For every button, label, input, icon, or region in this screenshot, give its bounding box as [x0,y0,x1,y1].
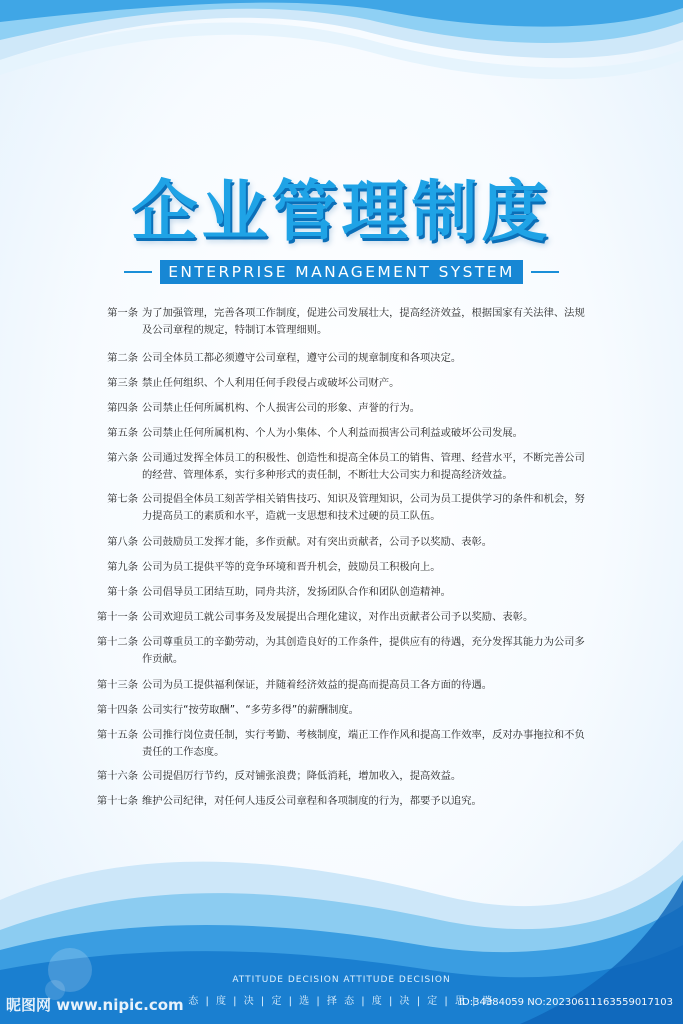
article-text: 公司为员工提供平等的竞争环境和晋升机会，鼓励员工积极向上。 [142,561,441,573]
article-number: 第十三条 [96,679,138,691]
article-number: 第十二条 [96,636,138,648]
watermark-site: 昵图网 www.nipic.com [6,996,184,1014]
article-text: 公司欢迎员工就公司事务及发展提出合理化建议，对作出贡献者公司予以奖励、表彰。 [142,611,534,623]
article-number: 第三条 [107,377,138,389]
subtitle-banner: ENTERPRISE MANAGEMENT SYSTEM [160,260,523,284]
article-text: 公司倡导员工团结互助，同舟共济，发扬团队合作和团队创造精神。 [142,586,451,598]
article-number: 第五条 [107,427,138,439]
article-text: 公司推行岗位责任制，实行考勤、考核制度，端正工作作风和提高工作效率，反对办事拖拉和不负责任的工作态度。 [142,729,585,758]
article-number: 第九条 [107,561,138,573]
article-text: 维护公司纪律，对任何人违反公司章程和各项制度的行为，都要予以追究。 [142,795,482,807]
divider-right [531,271,559,273]
article-number: 第四条 [107,402,138,414]
divider-left [124,271,152,273]
article-text: 公司通过发挥全体员工的积极性、创造性和提高全体员工的销售、管理、经营水平，不断完善公司的经营、管理体系，实行多种形式的责任制，不断壮大公司实力和提高经济效益。 [142,452,585,481]
article-number: 第六条 [107,452,138,464]
article-number: 第十条 [107,586,138,598]
article-text: 公司全体员工都必须遵守公司章程，遵守公司的规章制度和各项决定。 [142,352,462,364]
article-text: 公司禁止任何所属机构、个人损害公司的形象、声誉的行为。 [142,402,421,414]
article-number: 第十七条 [96,795,138,807]
subtitle-row [0,260,683,284]
article-text: 为了加强管理，完善各项工作制度，促进公司发展壮大，提高经济效益，根据国家有关法律、法规及公司章程的规定，特制订本管理细则。 [142,307,585,336]
article-number: 第二条 [107,352,138,364]
article-text: 公司禁止任何所属机构、个人为小集体、个人利益而损害公司利益或破坏公司发展。 [142,427,523,439]
article-number: 第一条 [107,307,138,319]
watermark-id: ID:34384059 NO:20230611163559017103 [459,997,673,1008]
article-text: 公司提倡厉行节约，反对铺张浪费；降低消耗，增加收入，提高效益。 [142,770,462,782]
article-number: 第十五条 [96,729,138,741]
article-number: 第七条 [107,493,138,505]
page-title: 企业管理制度 [131,172,552,250]
article-text: 禁止任何组织、个人利用任何手段侵占或破坏公司财产。 [142,377,400,389]
top-wave-decoration [0,0,683,140]
article-number: 第十四条 [96,704,138,716]
article-text: 公司尊重员工的辛勤劳动，为其创造良好的工作条件，提供应有的待遇，充分发挥其能力为公司多作贡献。 [142,636,585,665]
article-text: 公司提倡全体员工刻苦学相关销售技巧、知识及管理知识，公司为员工提供学习的条件和机会，努力提高员工的素质和水平，造就一支思想和技术过硬的员工队伍。 [142,493,585,522]
article-number: 第八条 [107,536,138,548]
article-text: 公司鼓励员工发挥才能，多作贡献。对有突出贡献者，公司予以奖励、表彰。 [142,536,493,548]
article-number: 第十六条 [96,770,138,782]
article-number: 第十一条 [96,611,138,623]
article-text: 公司实行“按劳取酬”、“多劳多得”的薪酬制度。 [142,704,359,716]
article-text: 公司为员工提供福利保证，并随着经济效益的提高而提高员工各方面的待遇。 [142,679,493,691]
footer-chinese: 态 | 度 | 决 | 定 | 选 | 择 态 | 度 | 决 | 定 | 思 | 路 [188,996,495,1007]
footer-english: ATTITUDE DECISION ATTITUDE DECISION [232,975,451,985]
